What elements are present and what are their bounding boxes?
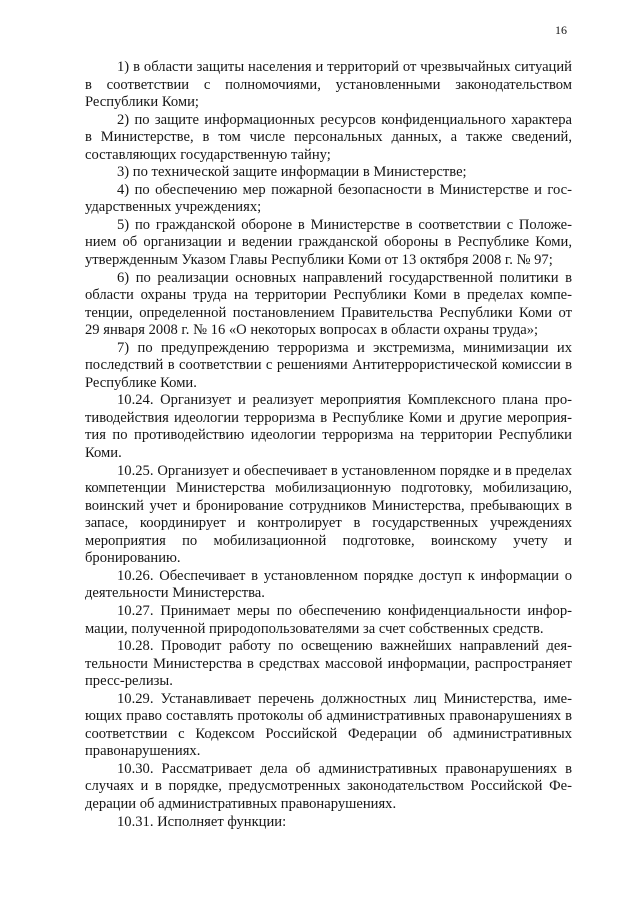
paragraph-10-30: 10.30. Рассматривает дела об административных правонарушениях в случаях и в порядке, предусмотренных законодательством Российской Федерации об административных правонарушениях. — [85, 760, 572, 812]
paragraph-10-26: 10.26. Обеспечивает в установленном порядке доступ к информации о деятельности Министерства. — [85, 567, 572, 602]
paragraph-item-3: 3) по технической защите информации в Министерстве; — [117, 164, 467, 181]
paragraph-10-25: 10.25. Организует и обеспечивает в установленном порядке и в пределах компетенции Министерства мобилизационную подготовку, мобилизацию, воинский учет и бронирование сотрудников Министерства, пребывающих в запасе, координирует и контролирует в государственных учреждениях мероприятия по мобилизационной подготовке, воинскому учету и бронированию. — [85, 462, 572, 567]
paragraph-10-31: 10.31. Исполняет функции: — [117, 813, 287, 830]
paragraph-10-24: 10.24. Организует и реализует мероприятия Комплексного плана противодействия идеологии терроризма в Республике Коми и другие мероприятия по противодействию идеологии терроризма на территории Республики Коми. — [85, 392, 572, 462]
paragraph-item-6: 6) по реализации основных направлений государственной политики в области охраны труда на территории Республики Коми в пределах компетенции, определенной постановлением Правительства Республики Коми от 29 января 2008 г. № 16 «О некоторых вопросах в области охраны труда»; — [85, 269, 572, 339]
paragraph-item-5: 5) по гражданской обороне в Министерстве в соответствии с Положением об организации и ведении гражданской обороны в Республике Коми, утвержденным Указом Главы Республики Коми от 13 октября 2008 г. № 97; — [85, 216, 572, 269]
paragraph-item-2: 2) по защите информационных ресурсов конфиденциального характера в Министерстве, в том числе персональных данных, а также сведений, составляющих государственную тайну; — [85, 111, 572, 163]
paragraph-10-27: 10.27. Принимает меры по обеспечению конфиденциальности информации, полученной природопользователями за счет собственных средств. — [85, 602, 572, 637]
paragraph-item-1: 1) в области защиты населения и территорий от чрезвычайных ситуаций в соответствии с полномочиями, установленными законодательством Республики Коми; — [85, 59, 572, 111]
paragraph-10-28: 10.28. Проводит работу по освещению важнейших направлений деятельности Министерства в средствах массовой информации, распространяет пресс-релизы. — [85, 638, 572, 690]
document-body — [85, 59, 572, 831]
page-number: 16 — [555, 23, 567, 37]
paragraph-10-29: 10.29. Устанавливает перечень должностных лиц Министерства, имеющих право составлять протоколы об административных правонарушениях в соответствии с Кодексом Российской Федерации об административных правонарушениях. — [85, 690, 572, 760]
paragraph-item-4: 4) по обеспечению мер пожарной безопасности в Министерстве и государственных учреждениях; — [85, 181, 572, 216]
paragraph-item-7: 7) по предупреждению терроризма и экстремизма, минимизации их последствий в соответствии с решениями Антитеррористической комиссии в Республике Коми. — [85, 339, 572, 391]
